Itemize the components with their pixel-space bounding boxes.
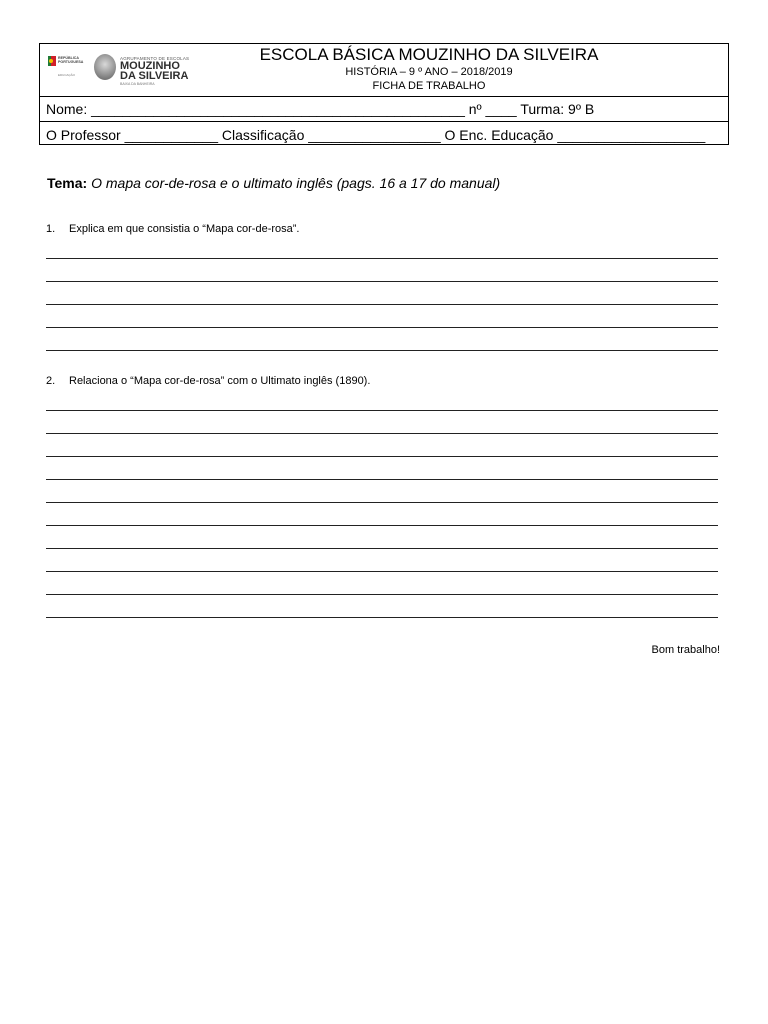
answer-line[interactable] — [46, 617, 718, 618]
question-number: 1. — [46, 223, 56, 235]
subject-line: HISTÓRIA – 9 º ANO – 2018/2019 — [345, 66, 513, 78]
group-text: AGRUPAMENTO DE ESCOLAS — [120, 56, 190, 61]
question-number: 2. — [46, 375, 56, 387]
answer-line[interactable] — [46, 433, 718, 434]
answer-line[interactable] — [46, 456, 718, 457]
answer-line[interactable] — [46, 304, 718, 305]
header-box — [39, 43, 729, 145]
republic-sub: EDUCAÇÃO — [58, 73, 76, 77]
header-divider — [40, 121, 728, 122]
answer-line[interactable] — [46, 571, 718, 572]
republic-text: REPÚBLICA PORTUGUESA — [58, 56, 84, 64]
tema-text: O mapa cor-de-rosa e o ultimato inglês (pags. 16 a 17 do manual) — [91, 175, 501, 191]
signature-row[interactable]: O Professor ____________ Classificação _________________ O Enc. Educação ___________________ — [46, 127, 706, 143]
header-top — [40, 44, 728, 97]
student-info-row[interactable]: Nome: ________________________________________________ nº ____ Turma: 9º B — [46, 101, 595, 117]
answer-line[interactable] — [46, 327, 718, 328]
answer-line[interactable] — [46, 350, 718, 351]
answer-line[interactable] — [46, 258, 718, 259]
answer-line[interactable] — [46, 548, 718, 549]
question-text: Explica em que consistia o “Mapa cor-de-rosa”. — [69, 223, 300, 235]
tema — [47, 175, 500, 191]
question-1 — [46, 223, 299, 235]
closing-text: Bom trabalho! — [651, 644, 720, 656]
school-title: ESCOLA BÁSICA MOUZINHO DA SILVEIRA — [259, 45, 599, 64]
answer-line[interactable] — [46, 410, 718, 411]
answer-line[interactable] — [46, 502, 718, 503]
brand-line1: MOUZINHO — [120, 60, 180, 72]
answer-line[interactable] — [46, 479, 718, 480]
answer-line[interactable] — [46, 525, 718, 526]
question-text: Relaciona o “Mapa cor-de-rosa” com o Ultimato inglês (1890). — [69, 375, 371, 387]
brand-line2: DA SILVEIRA — [120, 70, 189, 82]
question-2 — [46, 375, 370, 387]
tema-label: Tema: — [47, 175, 88, 191]
brand-sub: BAIXA DA BANHEIRA — [120, 82, 155, 86]
answer-line[interactable] — [46, 281, 718, 282]
sheet-type: FICHA DE TRABALHO — [372, 80, 486, 92]
answer-line[interactable] — [46, 594, 718, 595]
